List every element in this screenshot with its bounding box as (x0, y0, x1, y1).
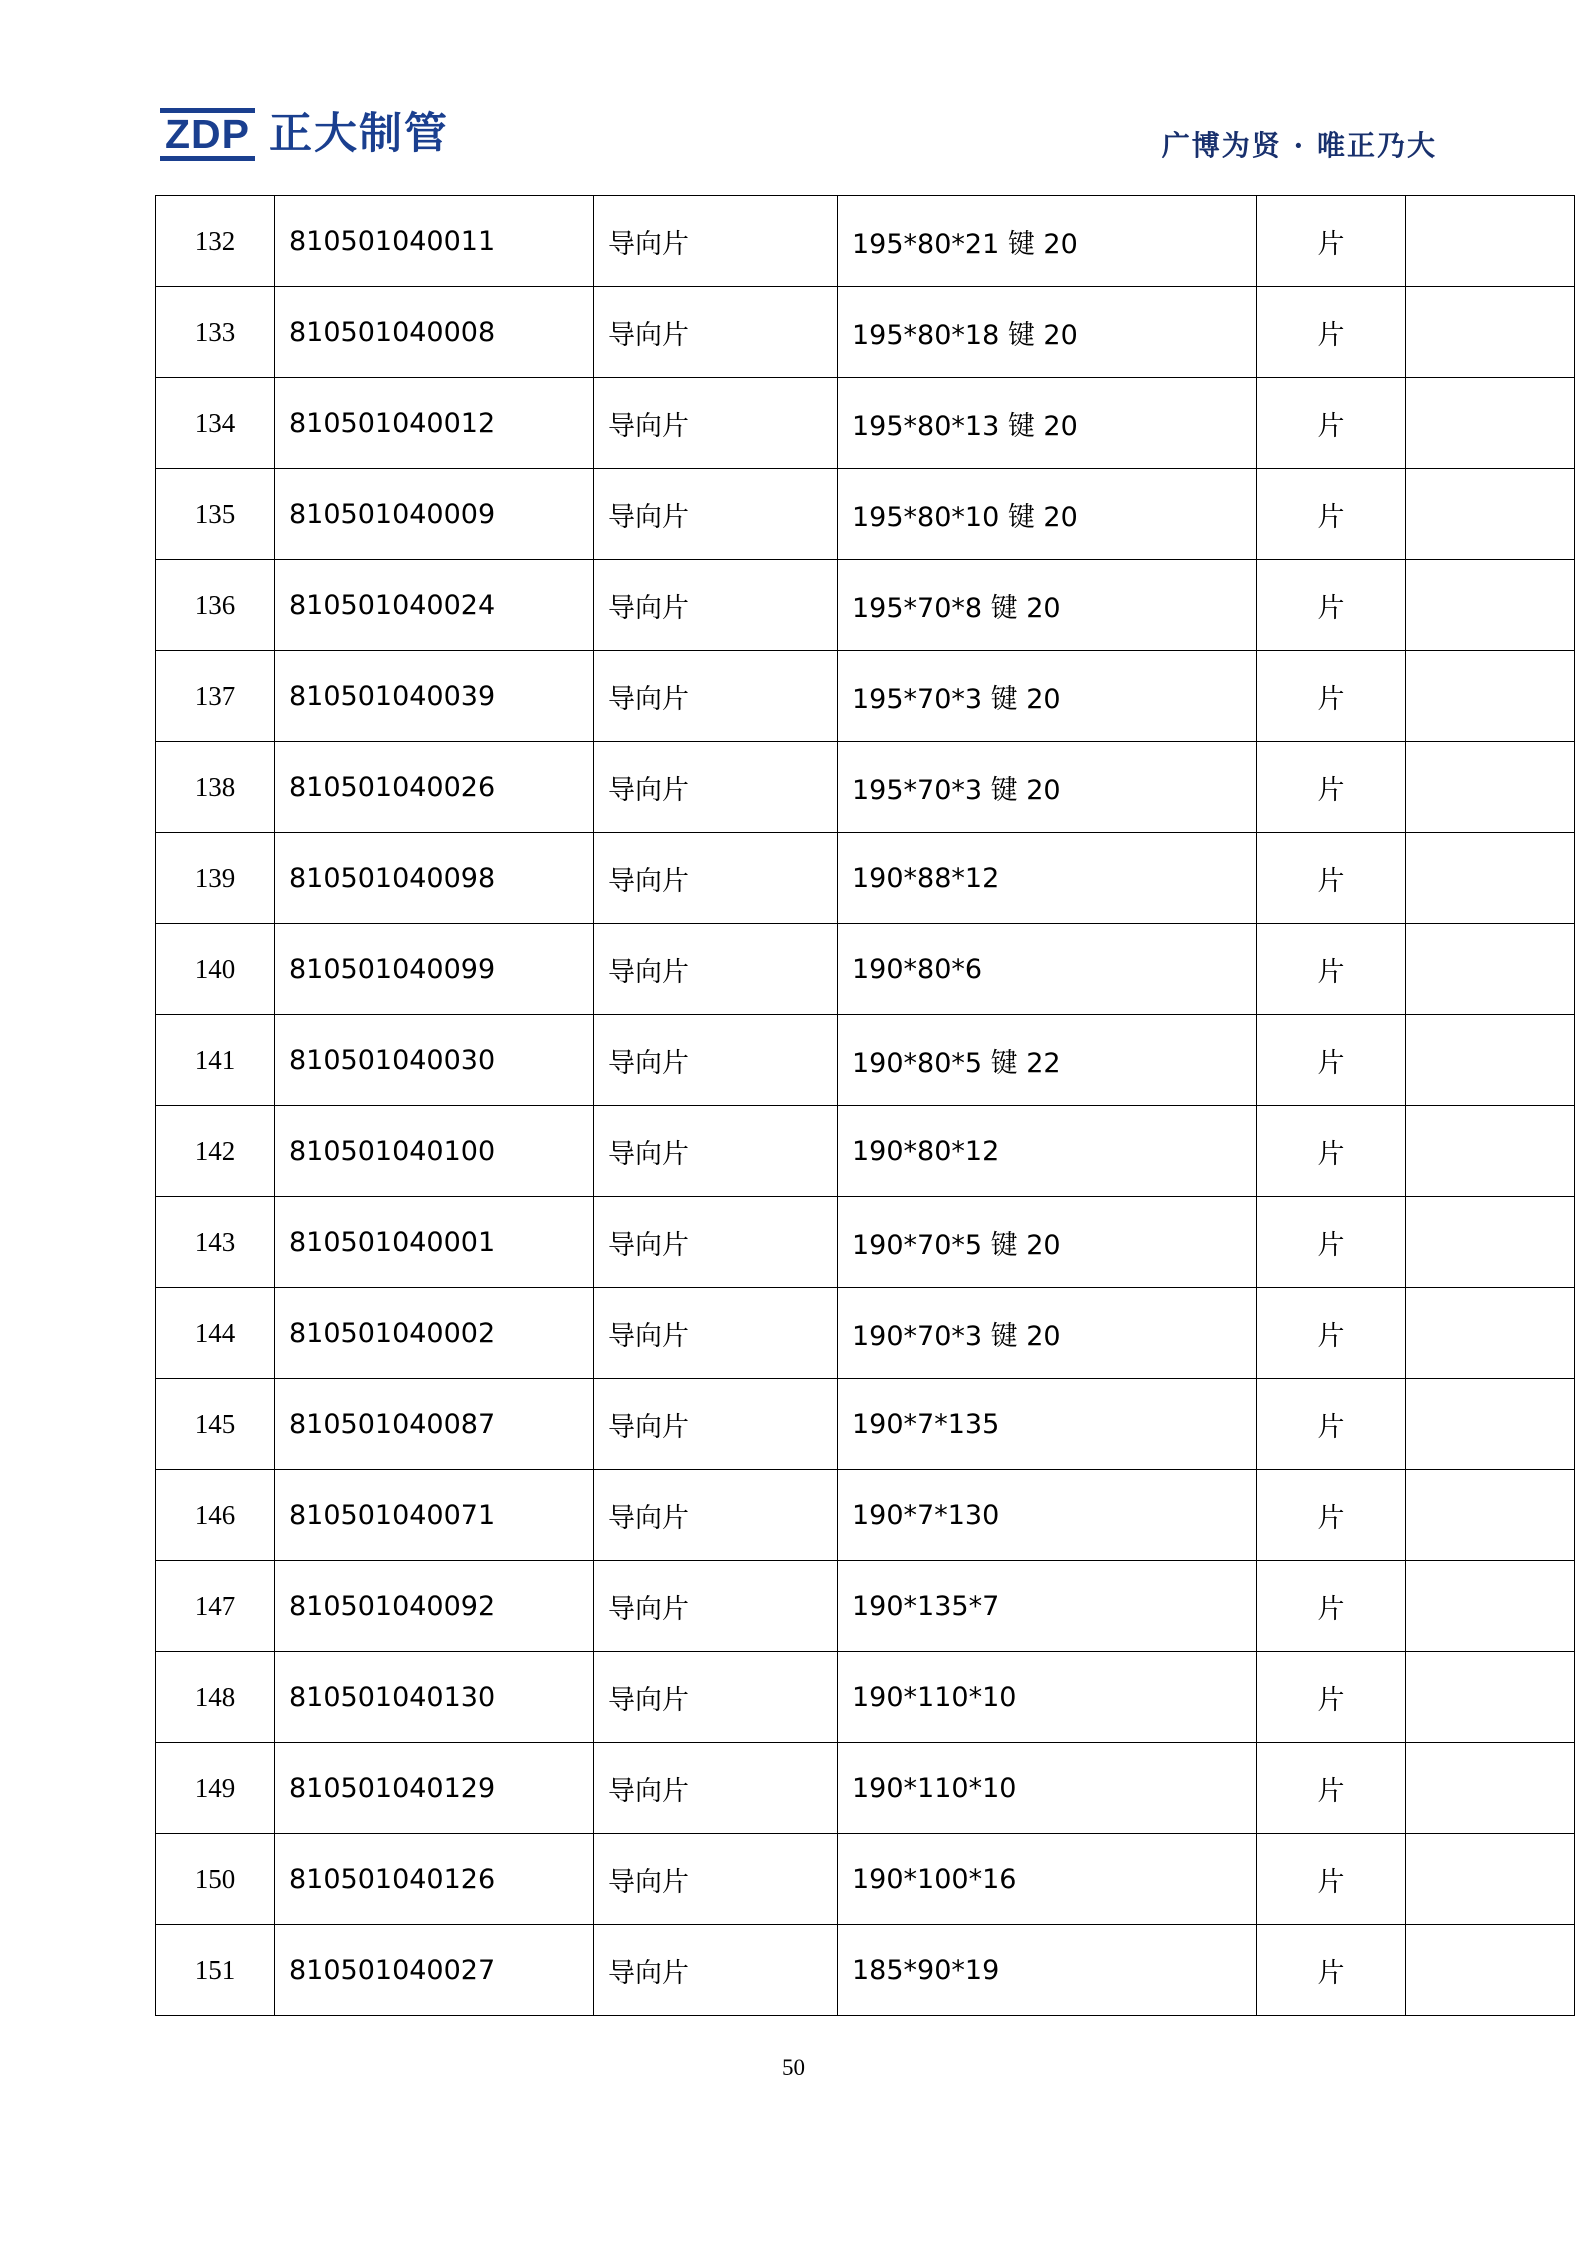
cell-specification: 190*70*5 键 20 (838, 1197, 1257, 1288)
cell-remark (1406, 1015, 1575, 1106)
cell-index: 147 (156, 1561, 275, 1652)
cell-material-name: 导向片 (594, 469, 838, 560)
cell-material-code: 810501040002 (275, 1288, 594, 1379)
cell-specification: 195*80*13 键 20 (838, 378, 1257, 469)
cell-material-code: 810501040087 (275, 1379, 594, 1470)
cell-specification: 190*70*3 键 20 (838, 1288, 1257, 1379)
cell-material-code: 810501040098 (275, 833, 594, 924)
cell-remark (1406, 742, 1575, 833)
cell-material-code: 810501040027 (275, 1925, 594, 2016)
cell-material-name: 导向片 (594, 1288, 838, 1379)
cell-index: 136 (156, 560, 275, 651)
cell-specification: 190*110*10 (838, 1652, 1257, 1743)
cell-remark (1406, 1470, 1575, 1561)
cell-remark (1406, 560, 1575, 651)
cell-material-name: 导向片 (594, 1379, 838, 1470)
cell-remark (1406, 1379, 1575, 1470)
cell-unit: 片 (1257, 196, 1406, 287)
company-logo (160, 108, 449, 161)
cell-remark (1406, 1834, 1575, 1925)
cell-remark (1406, 1561, 1575, 1652)
cell-unit: 片 (1257, 378, 1406, 469)
table-row (156, 378, 1575, 469)
cell-material-code: 810501040030 (275, 1015, 594, 1106)
table-row (156, 469, 1575, 560)
cell-unit: 片 (1257, 1743, 1406, 1834)
cell-specification: 195*80*10 键 20 (838, 469, 1257, 560)
cell-remark (1406, 1197, 1575, 1288)
cell-material-code: 810501040126 (275, 1834, 594, 1925)
cell-remark (1406, 287, 1575, 378)
cell-remark (1406, 378, 1575, 469)
cell-specification: 190*7*130 (838, 1470, 1257, 1561)
cell-index: 141 (156, 1015, 275, 1106)
table-row (156, 1379, 1575, 1470)
cell-material-code: 810501040092 (275, 1561, 594, 1652)
cell-remark (1406, 833, 1575, 924)
cell-remark (1406, 1743, 1575, 1834)
cell-index: 148 (156, 1652, 275, 1743)
cell-material-code: 810501040099 (275, 924, 594, 1015)
cell-unit: 片 (1257, 1379, 1406, 1470)
cell-unit: 片 (1257, 287, 1406, 378)
cell-remark (1406, 1925, 1575, 2016)
cell-remark (1406, 1288, 1575, 1379)
cell-index: 133 (156, 287, 275, 378)
cell-material-name: 导向片 (594, 1743, 838, 1834)
table-row (156, 1925, 1575, 2016)
cell-specification: 190*100*16 (838, 1834, 1257, 1925)
cell-specification: 195*70*3 键 20 (838, 742, 1257, 833)
cell-index: 142 (156, 1106, 275, 1197)
cell-specification: 195*70*3 键 20 (838, 651, 1257, 742)
cell-material-name: 导向片 (594, 1106, 838, 1197)
cell-unit: 片 (1257, 1925, 1406, 2016)
cell-material-code: 810501040071 (275, 1470, 594, 1561)
logo-mark-zdp: ZDP (160, 108, 255, 161)
cell-material-code: 810501040100 (275, 1106, 594, 1197)
cell-material-code: 810501040026 (275, 742, 594, 833)
cell-unit: 片 (1257, 1106, 1406, 1197)
cell-material-name: 导向片 (594, 560, 838, 651)
cell-index: 145 (156, 1379, 275, 1470)
table-row (156, 1561, 1575, 1652)
table-row (156, 287, 1575, 378)
cell-unit: 片 (1257, 469, 1406, 560)
cell-material-name: 导向片 (594, 378, 838, 469)
company-slogan: 广博为贤 · 唯正乃大 (1161, 129, 1437, 162)
cell-material-name: 导向片 (594, 1834, 838, 1925)
cell-unit: 片 (1257, 833, 1406, 924)
cell-index: 135 (156, 469, 275, 560)
cell-remark (1406, 1106, 1575, 1197)
cell-specification: 190*80*12 (838, 1106, 1257, 1197)
table-row (156, 1288, 1575, 1379)
cell-material-name: 导向片 (594, 287, 838, 378)
cell-material-code: 810501040129 (275, 1743, 594, 1834)
cell-index: 134 (156, 378, 275, 469)
table-row (156, 1834, 1575, 1925)
cell-index: 132 (156, 196, 275, 287)
cell-remark (1406, 196, 1575, 287)
cell-unit: 片 (1257, 1470, 1406, 1561)
cell-material-name: 导向片 (594, 833, 838, 924)
page-number: 50 (782, 2055, 805, 2080)
table-row (156, 196, 1575, 287)
cell-specification: 190*110*10 (838, 1743, 1257, 1834)
cell-material-code: 810501040011 (275, 196, 594, 287)
cell-unit: 片 (1257, 1288, 1406, 1379)
cell-material-name: 导向片 (594, 196, 838, 287)
cell-index: 138 (156, 742, 275, 833)
cell-material-name: 导向片 (594, 1470, 838, 1561)
cell-material-name: 导向片 (594, 1652, 838, 1743)
cell-material-code: 810501040008 (275, 287, 594, 378)
cell-unit: 片 (1257, 1652, 1406, 1743)
parts-table-body (156, 196, 1575, 2016)
cell-index: 143 (156, 1197, 275, 1288)
logo-company-name: 正大制管 (269, 109, 449, 159)
cell-material-name: 导向片 (594, 1015, 838, 1106)
table-row (156, 1743, 1575, 1834)
parts-table (155, 195, 1575, 2016)
table-row (156, 1470, 1575, 1561)
cell-material-name: 导向片 (594, 651, 838, 742)
cell-remark (1406, 469, 1575, 560)
parts-table-container (155, 195, 1440, 2016)
table-row (156, 833, 1575, 924)
cell-unit: 片 (1257, 1834, 1406, 1925)
cell-unit: 片 (1257, 1015, 1406, 1106)
table-row (156, 560, 1575, 651)
cell-specification: 185*90*19 (838, 1925, 1257, 2016)
cell-index: 139 (156, 833, 275, 924)
table-row (156, 742, 1575, 833)
cell-material-name: 导向片 (594, 1925, 838, 2016)
cell-index: 140 (156, 924, 275, 1015)
cell-specification: 195*80*18 键 20 (838, 287, 1257, 378)
table-row (156, 1106, 1575, 1197)
cell-material-code: 810501040009 (275, 469, 594, 560)
cell-specification: 195*70*8 键 20 (838, 560, 1257, 651)
table-row (156, 1652, 1575, 1743)
cell-material-code: 810501040039 (275, 651, 594, 742)
cell-material-code: 810501040024 (275, 560, 594, 651)
cell-index: 144 (156, 1288, 275, 1379)
cell-unit: 片 (1257, 742, 1406, 833)
cell-unit: 片 (1257, 1561, 1406, 1652)
cell-unit: 片 (1257, 1197, 1406, 1288)
cell-index: 146 (156, 1470, 275, 1561)
cell-material-code: 810501040012 (275, 378, 594, 469)
cell-index: 151 (156, 1925, 275, 2016)
cell-material-code: 810501040130 (275, 1652, 594, 1743)
cell-index: 149 (156, 1743, 275, 1834)
cell-specification: 190*7*135 (838, 1379, 1257, 1470)
cell-material-code: 810501040001 (275, 1197, 594, 1288)
cell-unit: 片 (1257, 924, 1406, 1015)
cell-material-name: 导向片 (594, 924, 838, 1015)
cell-index: 137 (156, 651, 275, 742)
table-row (156, 1015, 1575, 1106)
cell-unit: 片 (1257, 560, 1406, 651)
cell-specification: 190*135*7 (838, 1561, 1257, 1652)
cell-material-name: 导向片 (594, 1561, 838, 1652)
table-row (156, 651, 1575, 742)
cell-specification: 190*80*6 (838, 924, 1257, 1015)
cell-specification: 195*80*21 键 20 (838, 196, 1257, 287)
cell-specification: 190*80*5 键 22 (838, 1015, 1257, 1106)
cell-remark (1406, 924, 1575, 1015)
cell-remark (1406, 1652, 1575, 1743)
page-header (160, 108, 1437, 178)
cell-unit: 片 (1257, 651, 1406, 742)
cell-index: 150 (156, 1834, 275, 1925)
table-row (156, 1197, 1575, 1288)
cell-material-name: 导向片 (594, 1197, 838, 1288)
cell-remark (1406, 651, 1575, 742)
table-row (156, 924, 1575, 1015)
cell-material-name: 导向片 (594, 742, 838, 833)
cell-specification: 190*88*12 (838, 833, 1257, 924)
